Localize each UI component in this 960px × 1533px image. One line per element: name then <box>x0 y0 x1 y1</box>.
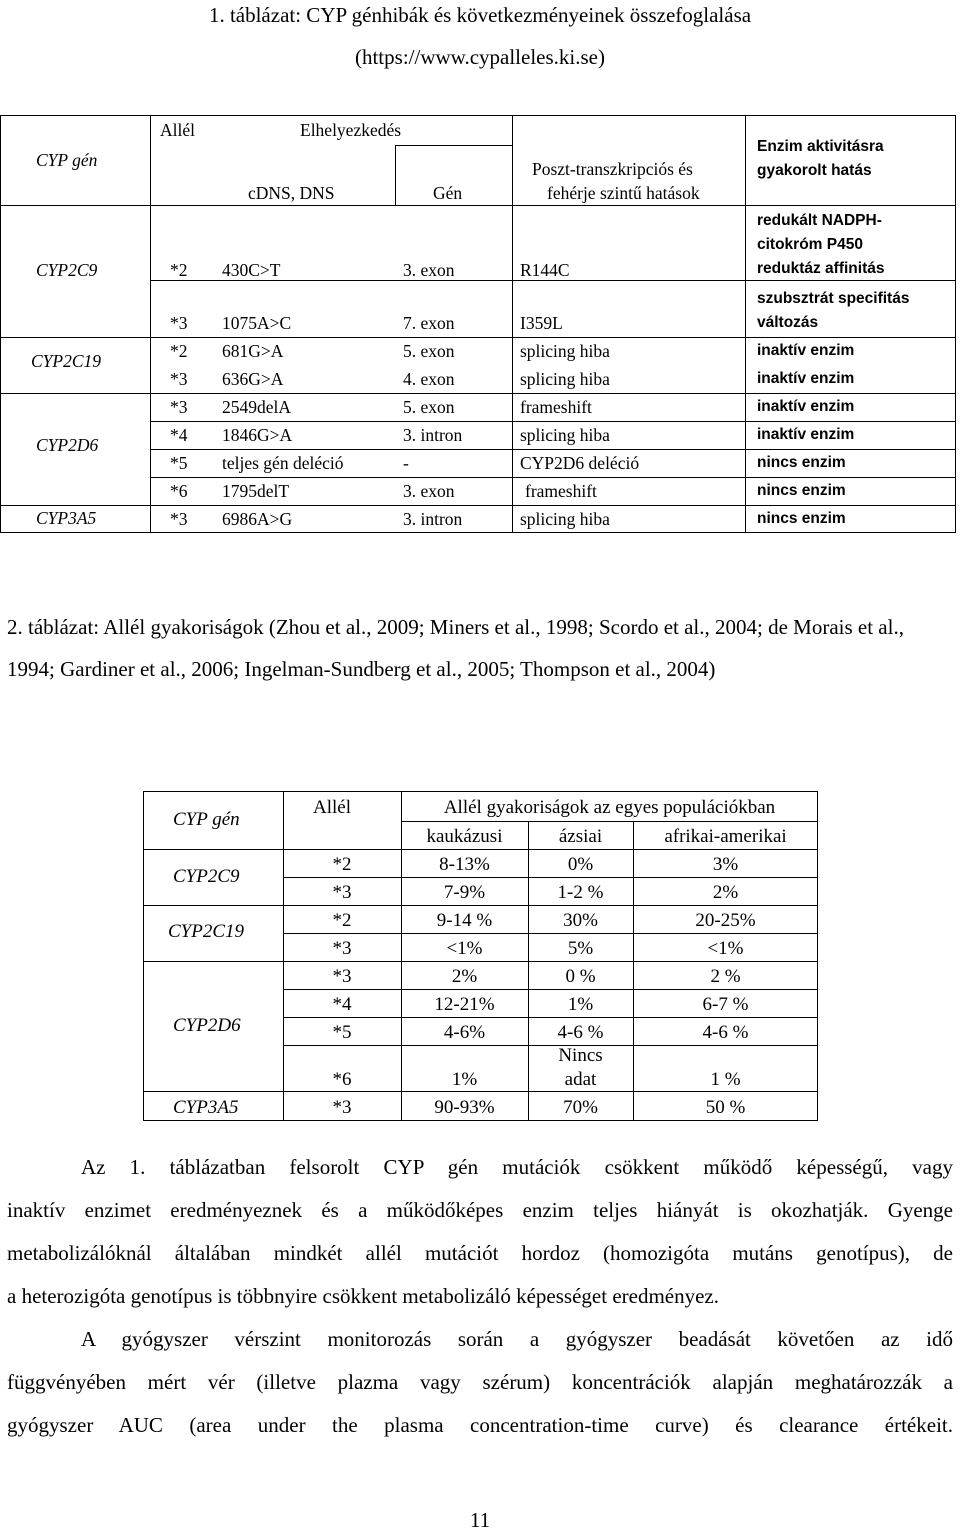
t2-allele: *3 <box>332 1097 352 1118</box>
paragraph-line: metabolizálóknál általában mindkét allél mutációt hordoz (homozigóta mutáns genotípus), de <box>7 1241 953 1265</box>
t1-allele: *3 <box>170 369 188 389</box>
header-cyp-gene: CYP gén <box>36 150 98 170</box>
t2-african: 1 % <box>710 1069 741 1090</box>
t1-effect: szubsztrát specifitás <box>757 290 910 307</box>
t2-caucasian: 8-13% <box>439 854 490 875</box>
t1-cdns: 1075A>C <box>222 313 292 333</box>
t2-african: 4-6 % <box>702 1022 749 1043</box>
t1-allele: *3 <box>170 397 188 417</box>
t2-allele: *6 <box>332 1069 352 1090</box>
t1-effect: citokróm P450 <box>757 236 863 253</box>
t1-post: CYP2D6 deléció <box>520 453 640 473</box>
t1-gen: 3. exon <box>403 481 455 501</box>
t2-african: 20-25% <box>695 910 756 931</box>
cyp-defects-table <box>0 115 956 533</box>
t2-allele: *4 <box>332 994 352 1015</box>
t2-allele: *3 <box>332 938 352 959</box>
paragraph-line: a heterozigóta genotípus is többnyire csökkent metabolizáló képességet eredményez. <box>7 1284 720 1308</box>
t1-cdns: teljes gén deléció <box>222 453 344 473</box>
t2-asian: 30% <box>563 910 598 931</box>
t1-cdns: 2549delA <box>222 397 292 417</box>
t2-allele: *3 <box>332 882 352 903</box>
t1-post: I359L <box>520 313 563 333</box>
t2-allele: *2 <box>332 910 352 931</box>
t2-header-caucasian: kaukázusi <box>426 826 503 847</box>
t1-gen: 5. exon <box>403 341 455 361</box>
t2-asian: 4-6 % <box>557 1022 604 1043</box>
t1-allele: *6 <box>170 481 188 501</box>
page-number: 11 <box>469 1508 491 1532</box>
t2-caucasian: 1% <box>451 1069 478 1090</box>
header-enzyme-line2: gyakorolt hatás <box>757 162 872 179</box>
t2-caucasian: 7-9% <box>443 882 486 903</box>
t2-caucasian: 12-21% <box>434 994 495 1015</box>
gene-cyp3a5: CYP3A5 <box>36 508 97 528</box>
t2-gene-cyp2d6: CYP2D6 <box>173 1015 241 1036</box>
t2-header-african-american: afrikai-amerikai <box>664 826 787 847</box>
t2-asian: 0% <box>567 854 594 875</box>
t2-gene-cyp3a5: CYP3A5 <box>173 1097 239 1118</box>
t1-gen: - <box>403 453 409 473</box>
t2-african: 6-7 % <box>702 994 749 1015</box>
table1-caption-line1: 1. táblázat: CYP génhibák és következményeinek összefoglalása <box>208 3 752 27</box>
t1-allele: *3 <box>170 509 188 529</box>
t1-allele: *2 <box>170 260 188 280</box>
t1-allele: *4 <box>170 425 188 445</box>
t1-effect: inaktív enzim <box>757 398 855 415</box>
t2-gene-cyp2c9: CYP2C9 <box>173 866 240 887</box>
t2-asian: 5% <box>567 938 594 959</box>
t2-african: <1% <box>707 938 744 959</box>
t1-post: splicing hiba <box>520 425 610 445</box>
gene-cyp2c19: CYP2C19 <box>31 351 102 371</box>
t2-header-allele: Allél <box>313 797 351 818</box>
header-gen: Gén <box>433 183 463 203</box>
t1-effect: változás <box>757 314 819 331</box>
gene-cyp2c9: CYP2C9 <box>36 260 98 280</box>
t1-post: frameshift <box>520 397 592 417</box>
t1-cdns: 1846G>A <box>222 425 293 445</box>
t2-asian: 0 % <box>565 966 596 987</box>
header-cdns: cDNS, DNS <box>248 183 335 203</box>
t2-header-frequencies: Allél gyakoriságok az egyes populációkban <box>443 797 776 818</box>
t1-post: R144C <box>520 260 570 280</box>
header-post-line2: fehérje szintű hatások <box>547 183 700 203</box>
paragraph-line: Az 1. táblázatban felsorolt CYP gén mutációk csökkent működő képességű, vagy <box>81 1155 953 1179</box>
t1-post: splicing hiba <box>520 509 610 529</box>
t1-cdns: 636G>A <box>222 369 284 389</box>
t1-effect: inaktív enzim <box>757 426 855 443</box>
t1-cdns: 681G>A <box>222 341 284 361</box>
paragraph-line: függvényében mért vér (illetve plazma vagy szérum) koncentrációk alapján meghatározzák a <box>7 1370 953 1394</box>
t1-gen: 3. exon <box>403 260 455 280</box>
t2-asian: 1% <box>567 994 594 1015</box>
header-post-line1: Poszt-transzkripciós és <box>532 159 693 179</box>
t1-gen: 3. intron <box>403 509 463 529</box>
allele-frequency-table <box>143 791 818 1121</box>
header-location: Elhelyezkedés <box>300 120 402 140</box>
t2-african: 3% <box>712 854 739 875</box>
t2-asian-line1: Nincs <box>558 1045 603 1066</box>
t2-allele: *5 <box>332 1022 352 1043</box>
t1-effect: nincs enzim <box>757 454 846 471</box>
paragraph-line: A gyógyszer vérszint monitorozás során a gyógyszer beadását követően az idő <box>81 1327 953 1351</box>
t1-allele: *3 <box>170 313 188 333</box>
header-allele: Allél <box>160 120 195 140</box>
t1-effect: inaktív enzim <box>757 370 855 387</box>
t1-post: frameshift <box>525 481 597 501</box>
t1-gen: 3. intron <box>403 425 463 445</box>
t1-post: splicing hiba <box>520 369 610 389</box>
table2-caption: 2. táblázat: Allél gyakoriságok (Zhou et al., 2009; Miners et al., 1998; Scordo et al., 2004; de Morais et al., 1994; Gardiner et al., 2006; Ingelman-Sundberg et al., 2005; Thompson et al., 2004) <box>7 615 904 681</box>
t1-effect: nincs enzim <box>757 482 846 499</box>
t1-effect: nincs enzim <box>757 510 846 527</box>
table1-caption-line2: (https://www.cypalleles.ki.se) <box>354 45 605 69</box>
t1-post: splicing hiba <box>520 341 610 361</box>
t2-caucasian: <1% <box>446 938 483 959</box>
t1-effect: reduktáz affinitás <box>757 260 885 277</box>
paragraph-line: gyógyszer AUC (area under the plasma concentration-time curve) és clearance értékeit. <box>7 1413 953 1437</box>
t2-header-gene: CYP gén <box>173 809 240 830</box>
t1-cdns: 430C>T <box>222 260 281 280</box>
gene-cyp2d6: CYP2D6 <box>36 435 99 455</box>
t2-asian-line2: adat <box>564 1069 597 1090</box>
t2-asian: 70% <box>563 1097 598 1118</box>
paragraph-2 <box>7 1318 953 1447</box>
t2-african: 2% <box>712 882 739 903</box>
t1-allele: *5 <box>170 453 188 473</box>
t2-allele: *3 <box>332 966 352 987</box>
t2-allele: *2 <box>332 854 352 875</box>
t1-gen: 4. exon <box>403 369 455 389</box>
t2-asian: 1-2 % <box>557 882 604 903</box>
t1-effect: inaktív enzim <box>757 342 855 359</box>
paragraph-line: inaktív enzimet eredményeznek és a működőképes enzim teljes hiányát is okozhatják. Gyenge <box>7 1198 953 1222</box>
t2-african: 50 % <box>705 1097 746 1118</box>
t2-caucasian: 4-6% <box>443 1022 486 1043</box>
t1-cdns: 6986A>G <box>222 509 293 529</box>
t1-cdns: 1795delT <box>222 481 290 501</box>
paragraph-1 <box>7 1146 953 1318</box>
t1-allele: *2 <box>170 341 188 361</box>
t2-caucasian: 2% <box>451 966 478 987</box>
t2-caucasian: 9-14 % <box>436 910 493 931</box>
header-enzyme-line1: Enzim aktivitásra <box>757 138 884 155</box>
t2-caucasian: 90-93% <box>434 1097 495 1118</box>
t1-gen: 5. exon <box>403 397 455 417</box>
t2-african: 2 % <box>710 966 741 987</box>
t1-gen: 7. exon <box>403 313 455 333</box>
t2-gene-cyp2c19: CYP2C19 <box>168 921 245 942</box>
t2-header-asian: ázsiai <box>558 826 603 847</box>
t1-effect: redukált NADPH- <box>757 212 882 229</box>
